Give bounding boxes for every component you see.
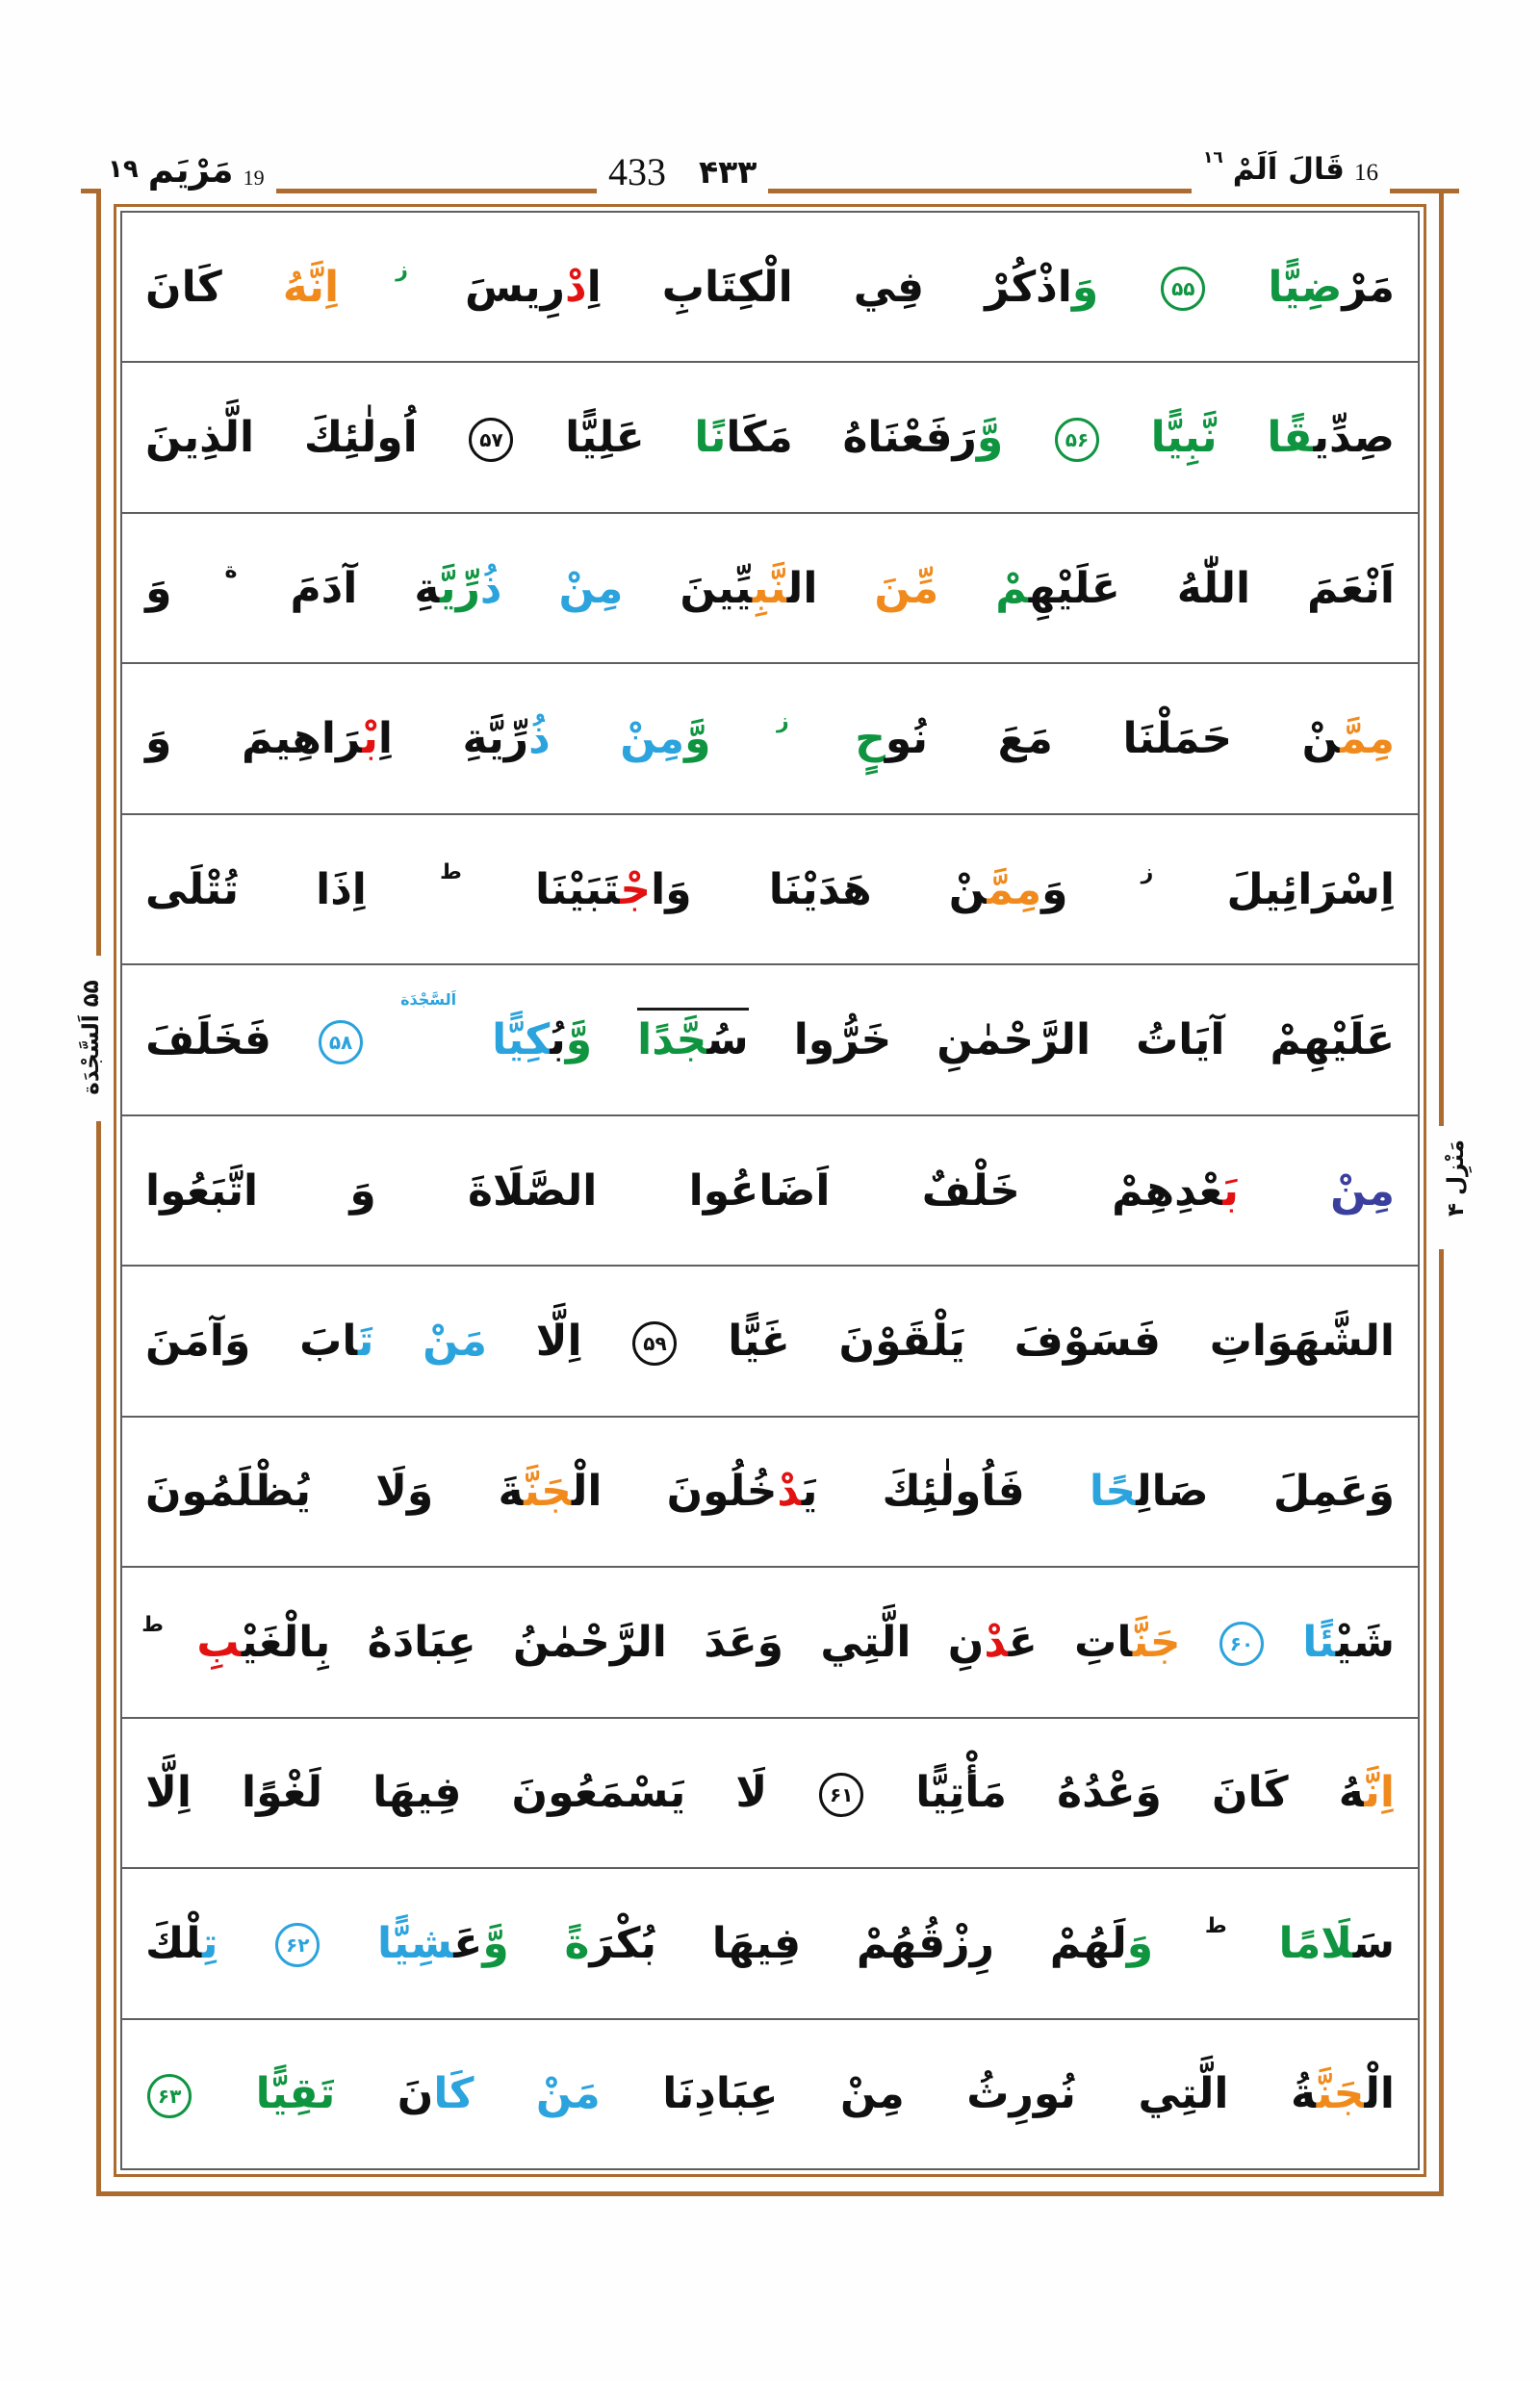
word-part: اِلَّا: [535, 1317, 582, 1367]
verse-end-marker: ۵۶: [1055, 418, 1099, 462]
word-part: كَانَ: [145, 262, 222, 312]
word-part: فِيهَا: [372, 1768, 462, 1818]
word-part: وَ: [349, 1165, 376, 1216]
word-part: آدَمَ: [290, 563, 358, 613]
word-part: وَا: [651, 864, 692, 914]
word-part: وَّ: [684, 714, 711, 764]
word: [1177, 564, 1250, 613]
word-part: اِذَا: [316, 864, 367, 914]
word: [1270, 1015, 1395, 1064]
word: [948, 1618, 1038, 1667]
word-part: سَ: [1352, 1918, 1395, 1968]
word: [1112, 1166, 1239, 1216]
word-part: نَّبِ: [752, 563, 787, 613]
word-part: لَهُمْ: [1049, 1918, 1127, 1968]
word: [680, 564, 817, 613]
word-part: يُظْلَمُونَ: [145, 1467, 311, 1517]
word-part: مَأْتِيًّا: [915, 1768, 1008, 1818]
word-part: نْ: [948, 864, 988, 914]
manzil-margin-note: مَنْزِل ۴: [1444, 1096, 1469, 1260]
word: [667, 1467, 818, 1516]
verse-end-marker: ۶۰: [1219, 1622, 1264, 1666]
word: [995, 564, 1120, 613]
surah-number-latin: 19: [243, 166, 265, 190]
word: [1090, 1467, 1209, 1516]
word-part: صِدِّي: [1313, 413, 1395, 463]
word: [349, 1166, 375, 1216]
word-part: لَغْوًا: [242, 1768, 323, 1818]
word-part: اُولٰئِكَ: [303, 413, 418, 463]
word-part: مْ: [995, 563, 1029, 613]
word: [1339, 1768, 1395, 1817]
word-part: الْ: [571, 1467, 603, 1517]
quran-line: [122, 1418, 1418, 1568]
word-part: بُكْرَ: [589, 1918, 656, 1968]
word-part: الَّتِي: [820, 1617, 911, 1667]
word-part: الْكِتَابِ: [661, 262, 793, 312]
word-part: بَ: [1222, 1165, 1239, 1216]
verse-end-marker: ۶۱: [819, 1773, 863, 1817]
word-part: مَكَا: [726, 413, 793, 463]
word: [145, 263, 222, 312]
verse-end-marker: ۶۳: [147, 2074, 192, 2118]
verse-end-marker: ۶۲: [275, 1923, 320, 1967]
word: [414, 564, 501, 613]
word-part: جْ: [620, 864, 652, 914]
outer-border-right-bottom: [1439, 1249, 1444, 2196]
word-part: هَدَيْنَا: [768, 864, 872, 914]
word: [735, 1768, 767, 1817]
word: [874, 564, 938, 613]
word: [513, 1618, 667, 1667]
page-number-arabic: ۴۳۳: [699, 152, 757, 191]
word: [1267, 413, 1395, 462]
word: [145, 865, 239, 914]
word-part: اتِ: [1074, 1617, 1133, 1667]
juz-number-latin: 16: [1353, 160, 1378, 186]
word-part: الرَّحْمٰنُ: [513, 1617, 667, 1667]
word-part: رِيسَ: [464, 262, 566, 312]
word-part: الَّتِي: [1138, 2069, 1229, 2119]
word-part: جَنَّ: [1132, 1617, 1181, 1667]
header-surah: [96, 139, 276, 200]
word: [854, 263, 924, 312]
word-part: وَآمَنَ: [145, 1317, 251, 1367]
word-part: عَلِيًّا: [565, 413, 645, 463]
word: [498, 1467, 602, 1516]
word-part: وَ: [145, 714, 172, 764]
word-part: مِنْ: [1330, 1165, 1395, 1216]
word-part: نًا: [694, 413, 727, 463]
word: [620, 714, 710, 763]
word: [145, 714, 171, 763]
quran-line: [122, 1267, 1418, 1417]
word-part: عْدِهِمْ: [1112, 1165, 1223, 1216]
word: [463, 714, 551, 763]
word-part: جَّدًا: [637, 1015, 707, 1065]
word-part: مِنْ: [620, 714, 685, 764]
word-part: لَا: [735, 1768, 768, 1818]
outer-border-bottom: [96, 2191, 1444, 2196]
word-part: خَرُّوا: [793, 1015, 892, 1065]
word: [1291, 2069, 1395, 2118]
word-part: لَامًا: [1278, 1918, 1353, 1968]
word-part: جَنَّ: [524, 1467, 572, 1517]
sajdah-margin-note: ۵۵ اَلسَّجْدَة: [79, 956, 104, 1119]
word-part: وَعَدَ: [704, 1617, 783, 1667]
word: [398, 2069, 475, 2118]
word: [1151, 413, 1218, 462]
word-part: ةِ: [414, 563, 441, 613]
word-part: رِزْقُهُمْ: [856, 1918, 994, 1968]
word-part: شِيًّا: [377, 1918, 454, 1968]
word: [536, 1317, 582, 1366]
header-juz: [1192, 141, 1390, 198]
header-page-number: [597, 142, 768, 200]
word-part: عِبَادَهُ: [367, 1617, 476, 1667]
word: [662, 2069, 778, 2118]
word-part: ةً: [564, 1918, 590, 1968]
word: [304, 413, 418, 462]
word-part: بْ: [362, 714, 378, 764]
page-number-latin: 433: [608, 149, 666, 193]
word-part: شَيْ: [1335, 1617, 1395, 1667]
word-part: رِّيَّةِ: [462, 714, 529, 764]
stop-sign: ط: [141, 1612, 164, 1637]
word-part: بِ: [196, 1617, 242, 1667]
word-part: الَّذِينَ: [145, 413, 255, 463]
outer-border-right-top: [1439, 189, 1444, 1126]
word: [492, 1015, 592, 1064]
word-part: مَنْ: [423, 1317, 488, 1367]
word-part: وَعْدُهُ: [1057, 1768, 1162, 1818]
stop-sign: ز: [1141, 859, 1154, 884]
word-part: ابَ: [299, 1317, 358, 1367]
word-part: نُورِثُ: [966, 2069, 1076, 2119]
word: [855, 714, 928, 763]
word: [242, 714, 393, 763]
word-part: رَاهِيمَ: [241, 714, 363, 764]
word: [377, 1919, 509, 1968]
word: [1050, 1919, 1153, 1968]
word: [662, 263, 793, 312]
word-part: حًا: [1089, 1467, 1137, 1517]
word-part: اِلَّا: [145, 1768, 192, 1818]
word: [465, 263, 602, 312]
word-part: هُ: [1338, 1768, 1365, 1818]
word-part: مِمَّ: [987, 864, 1042, 914]
stop-sign: ط: [1204, 1913, 1227, 1938]
word: [704, 1618, 783, 1667]
outer-border-left-bottom: [96, 1121, 101, 2196]
word-part: بُ: [550, 1015, 566, 1065]
word-part: وَعَمِلَ: [1272, 1467, 1395, 1517]
word-part: ةُ: [1291, 2069, 1317, 2119]
word-part: ئًا: [1302, 1617, 1336, 1667]
word: [1138, 2069, 1228, 2118]
word-part: اِنَّ: [1364, 1768, 1395, 1818]
juz-number-arabic: ١٦: [1203, 148, 1223, 167]
word: [840, 2069, 905, 2118]
word-part: بِالْغَيْ: [241, 1617, 331, 1667]
word: [794, 1015, 892, 1064]
word-part: فَاُولٰئِكَ: [882, 1467, 1025, 1517]
word-part: الْ: [1364, 2069, 1395, 2119]
stop-sign: ة: [224, 558, 238, 583]
word-part: تِ: [201, 1918, 218, 1968]
outer-border-left-top: [96, 189, 101, 962]
word-part: مِنْ: [839, 2069, 905, 2119]
word: [937, 1015, 1091, 1064]
word-part: ذُ: [528, 714, 551, 764]
word: [915, 1768, 1007, 1817]
word-part: كَا: [433, 2069, 475, 2119]
word: [368, 1618, 476, 1667]
word-part: اِنَّهُ: [282, 262, 340, 312]
word: [1136, 1015, 1224, 1064]
surah-name: مَرْيَم: [147, 148, 234, 191]
word: [637, 1008, 749, 1064]
word: [559, 564, 624, 613]
stop-sign: ط: [440, 859, 462, 884]
word-part: فَسَوْفَ: [1014, 1317, 1161, 1367]
word-part: اِ: [586, 262, 602, 312]
word-part: كَانَ: [1211, 1768, 1289, 1818]
word: [1302, 714, 1395, 763]
word-part: لْكَ: [145, 1918, 202, 1968]
word: [145, 1166, 258, 1216]
word-part: وَ: [1071, 262, 1099, 312]
word-part: ذُ: [479, 563, 502, 613]
word: [1273, 1467, 1395, 1516]
word-part: فَخَلَفَ: [145, 1015, 271, 1065]
word-part: عَ: [1008, 1617, 1038, 1667]
word-part: يَلْقَوْنَ: [838, 1317, 965, 1367]
word-part: رَفَعْنَاهُ: [842, 413, 977, 463]
word-part: وَّ: [976, 413, 1004, 463]
quran-line: [122, 363, 1418, 513]
word-part: جَنَّ: [1316, 2069, 1365, 2119]
word-part: دْ: [777, 1467, 802, 1517]
word: [145, 1768, 192, 1817]
word: [842, 413, 1003, 462]
quran-line: [122, 1568, 1418, 1718]
word-part: مَنْ: [535, 2069, 601, 2119]
word-part: عَلَيْهِ: [1028, 563, 1120, 613]
word: [565, 413, 645, 462]
word: [1122, 714, 1232, 763]
word: [1279, 1919, 1395, 1968]
word: [694, 413, 792, 462]
word-part: اِ: [377, 714, 393, 764]
word-part: ال: [786, 563, 818, 613]
word-part: وَ: [1126, 1918, 1154, 1968]
word-part: اتَّبَعُوا: [145, 1165, 259, 1216]
word: [256, 2069, 336, 2118]
word: [883, 1467, 1025, 1516]
word-part: دْ: [984, 1617, 1009, 1667]
word: [998, 714, 1053, 763]
word-part: وَّ: [565, 1015, 593, 1065]
word-part: رِّيَّ: [440, 563, 480, 613]
word-part: تَقِيًّا: [255, 2069, 336, 2119]
word-part: اَضَاعُوا: [688, 1165, 831, 1216]
word: [565, 1919, 656, 1968]
word-part: مِمَّ: [1340, 714, 1395, 764]
stop-sign: ز: [776, 709, 789, 734]
word-part: الرَّحْمٰنِ: [937, 1015, 1091, 1065]
quran-line: [122, 664, 1418, 814]
quran-line: [122, 965, 1418, 1115]
word: [145, 1015, 271, 1064]
word-part: نَّبِيًّا: [1150, 413, 1218, 463]
word-part: نَ: [397, 2069, 434, 2119]
word: [985, 263, 1098, 312]
word-part: مِّنَ: [874, 563, 939, 613]
word: [712, 1919, 801, 1968]
word-part: دْ: [565, 262, 587, 312]
word: [922, 1166, 1020, 1216]
stop-sign: ز: [396, 257, 408, 282]
word-part: مَرْ: [1342, 262, 1395, 312]
word: [1210, 1317, 1395, 1366]
word-part: حَمَلْنَا: [1122, 714, 1233, 764]
word-part: وَّ: [482, 1918, 509, 1968]
word: [512, 1768, 686, 1817]
word: [1302, 1618, 1395, 1667]
word-part: ةَ: [498, 1467, 525, 1517]
word-part: عِبَادِنَا: [662, 2069, 779, 2119]
word: [375, 1467, 433, 1516]
word: [820, 1618, 911, 1667]
word: [242, 1768, 322, 1817]
word: [536, 2069, 601, 2118]
word-part: الشَّهَوَاتِ: [1209, 1317, 1395, 1367]
word: [857, 1919, 994, 1968]
word-part: عَلَيْهِمْ: [1270, 1015, 1395, 1065]
word: [283, 263, 339, 312]
quran-line: [122, 1869, 1418, 2019]
word: [1268, 263, 1395, 312]
surah-number-arabic: ١٩: [108, 155, 139, 184]
word-part: كِيًّا: [492, 1015, 551, 1065]
word-part: غَيًّا: [728, 1317, 790, 1367]
word-part: تَ: [357, 1317, 374, 1367]
word: [769, 865, 872, 914]
word-part: مِنْ: [558, 563, 624, 613]
word-part: خُلُونَ: [666, 1467, 778, 1517]
word-part: نُو: [885, 714, 929, 764]
word-part: قًا: [1267, 413, 1314, 463]
word: [689, 1166, 831, 1216]
word-part: مَعَ: [997, 714, 1053, 764]
verse-end-marker: ۵۹: [632, 1321, 677, 1366]
word-part: يِّينَ: [680, 563, 753, 613]
word-part: عَ: [453, 1918, 483, 1968]
quran-text-grid: [120, 211, 1420, 2170]
quran-line: [122, 213, 1418, 363]
juz-name: قَالَ اَلَمْ: [1232, 152, 1345, 187]
word-part: نْ: [1301, 714, 1341, 764]
word-part: فِي: [853, 262, 925, 312]
word: [966, 2069, 1076, 2118]
quran-line: [122, 2020, 1418, 2168]
word-part: سُ: [706, 1015, 749, 1065]
word-part: اللّٰهُ: [1176, 563, 1251, 613]
word: [1074, 1618, 1180, 1667]
word-part: حٍ: [855, 714, 886, 764]
quran-line: [122, 1116, 1418, 1267]
word: [1212, 1768, 1289, 1817]
word: [145, 1317, 250, 1366]
text-frame: [114, 204, 1426, 2177]
word: [299, 1317, 373, 1366]
word-part: يَسْمَعُونَ: [511, 1768, 686, 1818]
word-part: اِسْرَائِيلَ: [1226, 864, 1395, 914]
word-part: وَ: [145, 563, 172, 613]
word: [145, 1919, 218, 1968]
word-part: وَ: [1041, 864, 1068, 914]
word-part: آيَاتُ: [1136, 1015, 1225, 1065]
word: [1226, 865, 1395, 914]
word: [535, 865, 692, 914]
word: [196, 1618, 330, 1667]
word: [1307, 564, 1395, 613]
verse-end-marker: ۵۵: [1161, 267, 1205, 311]
word: [290, 564, 357, 613]
word: [949, 865, 1068, 914]
word-part: تَبَيْنَا: [535, 864, 621, 914]
word: [145, 413, 254, 462]
word-part: يَ: [801, 1467, 818, 1517]
word: [145, 1467, 311, 1516]
quran-line: [122, 514, 1418, 664]
word-part: خَلْفٌ: [921, 1165, 1020, 1216]
word-part: اذْكُرْ: [985, 262, 1072, 312]
sajdah-label: اَلسَّجْدَة: [400, 990, 457, 1010]
word-part: ضِيًّا: [1268, 262, 1343, 312]
verse-end-marker: ۵۷: [469, 418, 513, 462]
quran-line: [122, 1719, 1418, 1869]
word: [1330, 1166, 1395, 1216]
word-part: تُتْلَى: [145, 864, 239, 914]
word-part: صَالِ: [1136, 1467, 1209, 1517]
quran-line: [122, 815, 1418, 965]
word: [839, 1317, 965, 1366]
word: [1057, 1768, 1162, 1817]
word: [468, 1166, 597, 1216]
word-part: وَلَا: [375, 1467, 434, 1517]
word-part: اَنْعَمَ: [1307, 563, 1395, 613]
word-part: نِ: [947, 1617, 985, 1667]
word: [728, 1317, 790, 1366]
word-part: فِيهَا: [711, 1918, 802, 1968]
word: [1014, 1317, 1161, 1366]
word: [423, 1317, 487, 1366]
word: [145, 564, 171, 613]
word-part: الصَّلَاةَ: [468, 1165, 598, 1216]
word: [316, 865, 367, 914]
word: [372, 1768, 461, 1817]
verse-end-marker: ۵۸: [319, 1020, 363, 1064]
